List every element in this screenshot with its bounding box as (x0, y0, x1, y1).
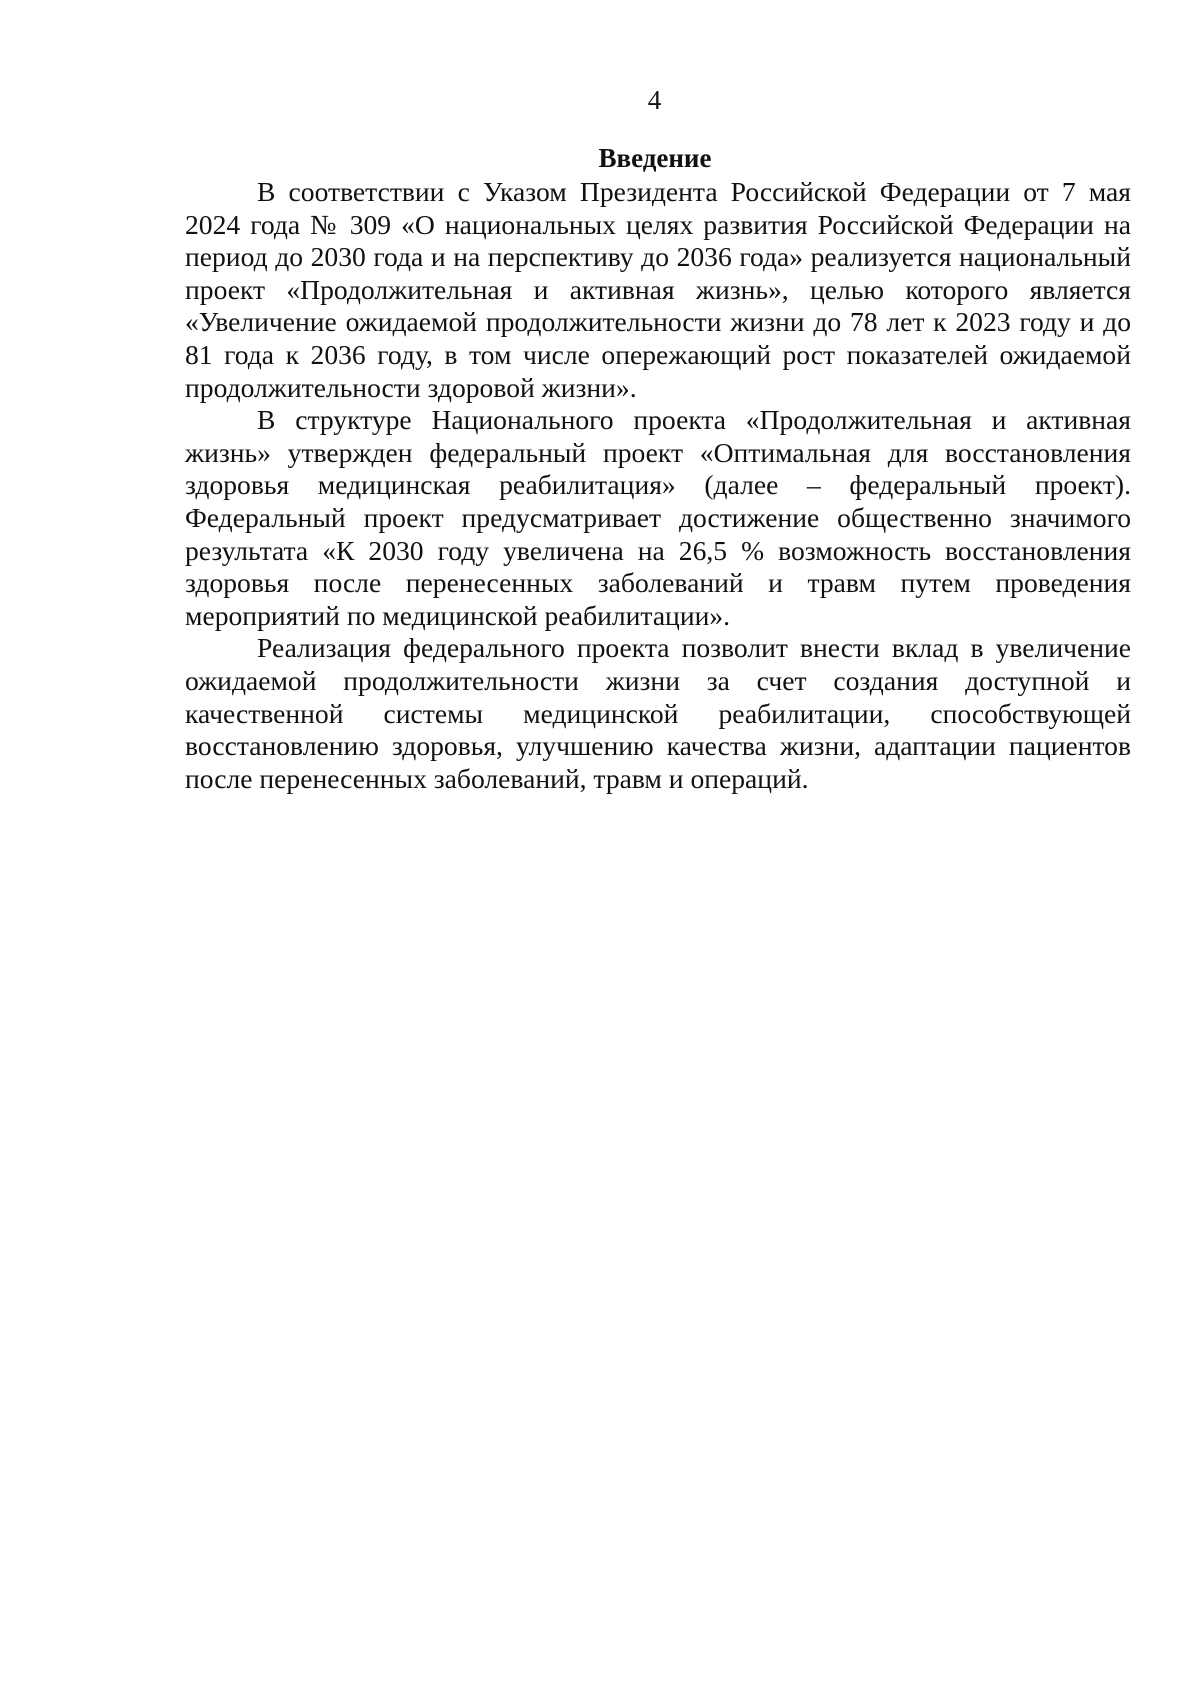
document-body (185, 176, 1131, 795)
section-heading: Введение (598, 143, 712, 173)
paragraph: Реализация федерального проекта позволит внести вклад в увеличение ожидаемой продолжительности жизни за счет создания доступной и качественной системы медицинской реабилитации, способствующей восстановлению здоровья, улучшению качества жизни, адаптации пациентов после перенесенных заболеваний, травм и операций. (185, 632, 1131, 794)
page-number: 4 (647, 85, 662, 115)
paragraph: В структуре Национального проекта «Продолжительная и активная жизнь» утвержден федеральный проект «Оптимальная для восстановления здоровья медицинская реабилитация» (далее – федеральный проект). Федеральный проект предусматривает достижение общественно значимого результата «К 2030 году увеличена на 26,5 % возможность восстановления здоровья после перенесенных заболеваний и травм путем проведения мероприятий по медицинской реабилитации». (185, 404, 1131, 631)
paragraph: В соответствии с Указом Президента Российской Федерации от 7 мая 2024 года № 309 «О национальных целях развития Российской Федерации на период до 2030 года и на перспективу до 2036 года» реализуется национальный проект «Продолжительная и активная жизнь», целью которого является «Увеличение ожидаемой продолжительности жизни до 78 лет к 2023 году и до 81 года к 2036 году, в том числе опережающий рост показателей ожидаемой продолжительности здоровой жизни». (185, 176, 1131, 403)
